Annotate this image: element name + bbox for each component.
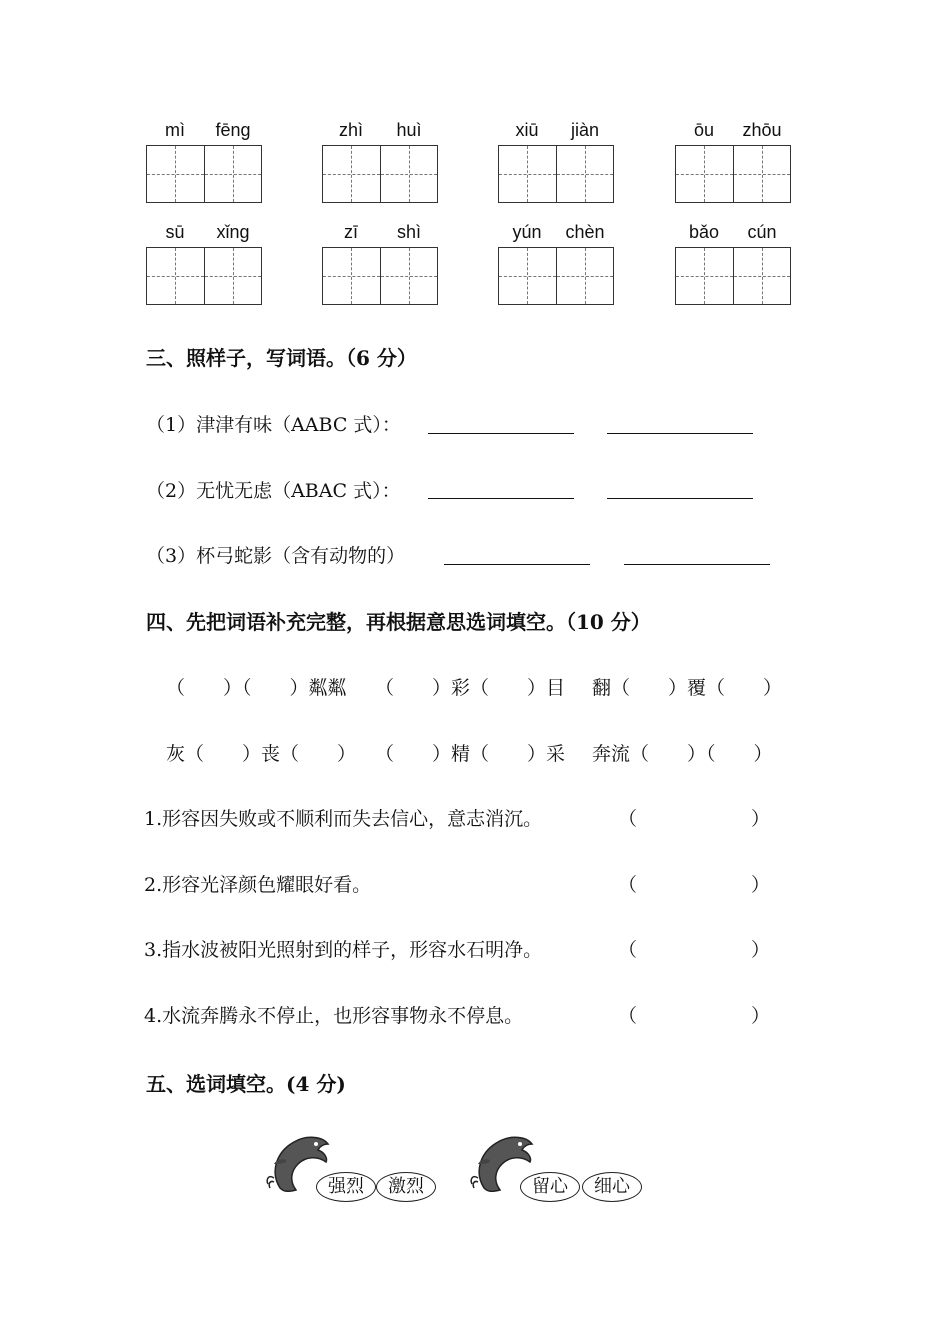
section3-item-1: （1）津津有味（AABC 式）： (146, 414, 401, 436)
tianzige-cell[interactable] (733, 146, 790, 202)
fill-phrase[interactable]: （ ）彩（ ）目 (375, 677, 566, 699)
answer-blank[interactable] (607, 497, 753, 499)
pinyin-label: xǐng (216, 222, 250, 242)
definition-3: 3.指水波被阳光照射到的样子，形容水石明净。 (144, 939, 543, 961)
writing-grid[interactable] (498, 247, 614, 305)
writing-grid[interactable] (498, 145, 614, 203)
fill-phrase[interactable]: 奔流（ ）（ ） (592, 743, 773, 765)
tianzige-cell[interactable] (380, 248, 437, 304)
writing-grid[interactable] (146, 145, 262, 203)
section5-title: 五、选词填空。(4 分) (146, 1072, 346, 1096)
tianzige-cell[interactable] (556, 146, 613, 202)
word-choice-3[interactable]: 留心 (520, 1172, 580, 1202)
pinyin-label: bǎo (688, 222, 720, 242)
section4-title: 四、先把词语补充完整，再根据意思选词填空。（10 分） (146, 610, 651, 634)
definition-2: 2.形容光泽颜色耀眼好看。 (144, 874, 372, 896)
tianzige-cell[interactable] (676, 146, 733, 202)
fill-phrase[interactable]: 灰（ ）丧（ ） (166, 743, 357, 765)
answer-blank[interactable] (428, 432, 574, 434)
writing-grid[interactable] (675, 145, 791, 203)
writing-grid[interactable] (146, 247, 262, 305)
tianzige-cell[interactable] (676, 248, 733, 304)
pinyin-label: sū (165, 222, 185, 242)
tianzige-cell[interactable] (204, 146, 261, 202)
section3-item-2: （2）无忧无虑（ABAC 式）： (146, 480, 401, 502)
pinyin-label: mì (165, 120, 185, 140)
pinyin-label: jiàn (570, 120, 600, 140)
tianzige-cell[interactable] (323, 146, 380, 202)
word-choice-1[interactable]: 强烈 (316, 1172, 376, 1202)
word-choice-2[interactable]: 激烈 (376, 1172, 436, 1202)
tianzige-cell[interactable] (556, 248, 613, 304)
word-choice-4[interactable]: 细心 (582, 1172, 642, 1202)
pinyin-label: yún (512, 222, 542, 242)
answer-paren[interactable]: （ ） (618, 939, 771, 961)
tianzige-cell[interactable] (733, 248, 790, 304)
section3-title: 三、照样子，写词语。（6 分） (146, 346, 417, 370)
answer-paren[interactable]: （ ） (618, 808, 771, 830)
tianzige-cell[interactable] (499, 248, 556, 304)
tianzige-cell[interactable] (147, 248, 204, 304)
answer-blank[interactable] (624, 563, 770, 565)
pinyin-label: zī (343, 222, 358, 242)
fill-phrase[interactable]: （ ）精（ ）采 (375, 743, 566, 765)
writing-grid[interactable] (675, 247, 791, 305)
fill-phrase[interactable]: 翻（ ）覆（ ） (592, 677, 783, 699)
definition-1: 1.形容因失败或不顺利而失去信心，意志消沉。 (144, 808, 543, 830)
definition-4: 4.水流奔腾永不停止，也形容事物永不停息。 (144, 1005, 524, 1027)
tianzige-cell[interactable] (380, 146, 437, 202)
answer-paren[interactable]: （ ） (618, 1005, 771, 1027)
tianzige-cell[interactable] (323, 248, 380, 304)
tianzige-cell[interactable] (204, 248, 261, 304)
pinyin-label: shì (396, 222, 421, 242)
pinyin-label: xiū (515, 120, 539, 140)
pinyin-label: zhì (338, 120, 363, 140)
pinyin-label: zhōu (742, 120, 782, 140)
section3-item-3: （3）杯弓蛇影（含有动物的） (146, 545, 406, 567)
answer-blank[interactable] (607, 432, 753, 434)
fill-phrase[interactable]: （ ）（ ）粼粼 (166, 677, 347, 699)
tianzige-cell[interactable] (499, 146, 556, 202)
pinyin-label: huì (396, 120, 422, 140)
pinyin-label: ōu (693, 120, 715, 140)
writing-grid[interactable] (322, 247, 438, 305)
pinyin-label: fēng (215, 120, 251, 140)
tianzige-cell[interactable] (147, 146, 204, 202)
writing-grid[interactable] (322, 145, 438, 203)
answer-blank[interactable] (444, 563, 590, 565)
answer-paren[interactable]: （ ） (618, 874, 771, 896)
answer-blank[interactable] (428, 497, 574, 499)
pinyin-label: cún (747, 222, 777, 242)
pinyin-label: chèn (565, 222, 605, 242)
